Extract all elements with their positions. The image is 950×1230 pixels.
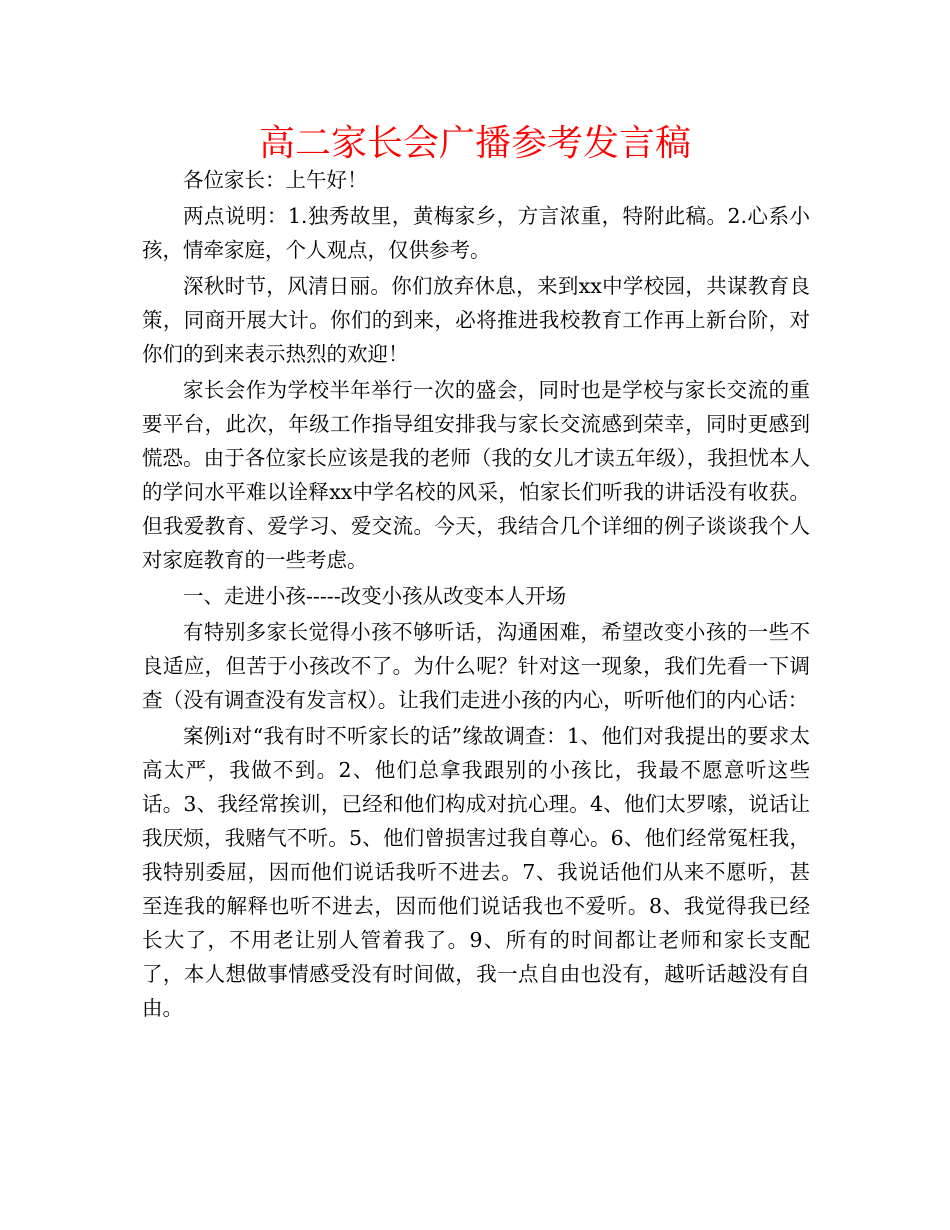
problem-paragraph: 有特别多家长觉得小孩不够听话，沟通困难，希望改变小孩的一些不良适应，但苦于小孩改不了。为什么呢？针对这一现象，我们先看一下调查（没有调查没有发言权）。让我们走进小孩的内心，听听他们的内心话：: [142, 620, 810, 712]
case-paragraph: 案例ⅰ对“我有时不听家长的话”缘故调查：1、他们对我提出的要求太高太严，我做不到。2、他们总拿我跟别的小孩比，我最不愿意听这些话。3、我经常挨训，已经和他们构成对抗心理。4、他们太罗嗦，说话让我厌烦，我赌气不听。5、他们曾损害过我自尊心。6、他们经常冤枉我，我特别委屈，因而他们说话我听不进去。7、我说话他们从来不愿听，甚至连我的解释也听不进去，因而他们说话我也不爱听。8、我觉得我已经长大了，不用老让别人管着我了。9、所有的时间都让老师和家长支配了，本人想做事情感受没有时间做，我一点自由也没有，越听话越没有自由。: [142, 724, 810, 1020]
welcome-paragraph: 深秋时节，风清日丽。你们放弃休息，来到xx中学校园，共谋教育良策，同商开展大计。你们的到来，必将推进我校教育工作再上新台阶，对你们的到来表示热烈的欢迎！: [142, 274, 810, 366]
document-body: [142, 163, 810, 1027]
notes-paragraph: 两点说明：1.独秀故里，黄梅家乡，方言浓重，特附此稿。2.心系小孩，情牵家庭，个人观点，仅供参考。: [142, 204, 810, 262]
intro-paragraph: 家长会作为学校半年举行一次的盛会，同时也是学校与家长交流的重要平台，此次，年级工作指导组安排我与家长交流感到荣幸，同时更感到慌恐。由于各位家长应该是我的老师（我的女儿才读五年级），我担忧本人的学问水平难以诠释xx中学名校的风采，怕家长们听我的讲话没有收获。但我爱教育、爱学习、爱交流。今天，我结合几个详细的例子谈谈我个人对家庭教育的一些考虑。: [142, 378, 810, 572]
section-heading: 一、走进小孩-----改变小孩从改变本人开场: [183, 584, 567, 608]
document-title: 高二家长会广播参考发言稿: [258, 123, 691, 164]
greeting-paragraph: 各位家长：上午好！: [183, 168, 368, 192]
